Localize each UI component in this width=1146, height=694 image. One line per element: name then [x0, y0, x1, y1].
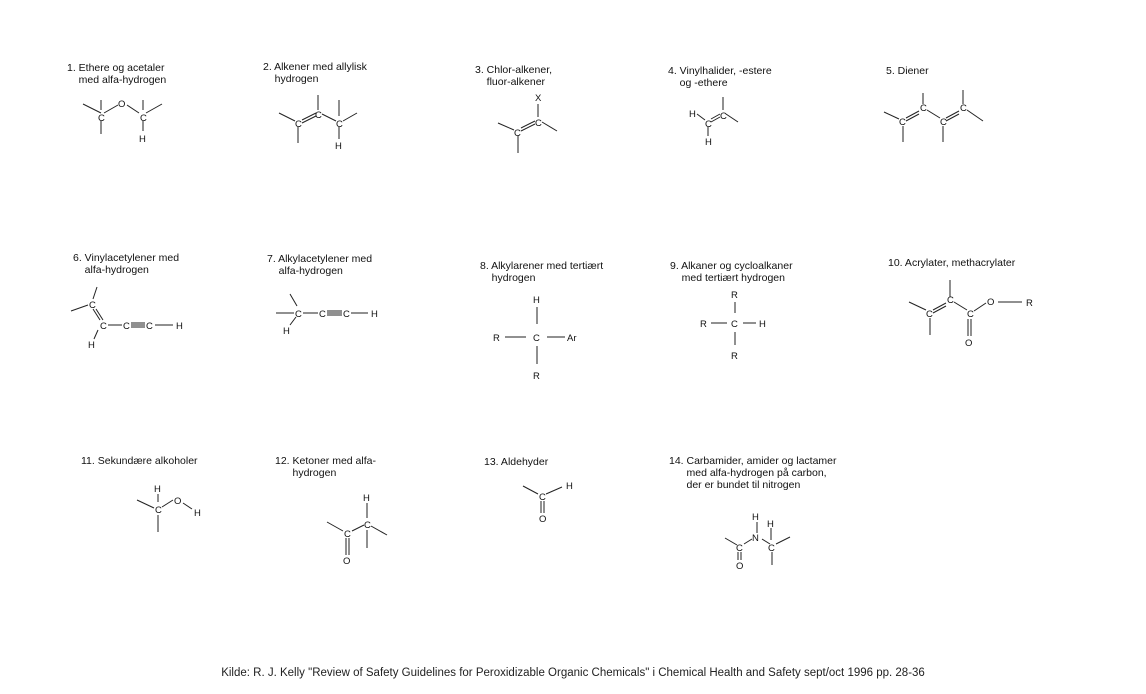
atom-ar: Ar: [567, 333, 577, 344]
panel-4-title: 4. Vinylhalider, -estere og -ethere: [668, 65, 772, 89]
panel-12-title: 12. Ketoner med alfa- hydrogen: [275, 455, 376, 479]
atom-r: R: [493, 333, 500, 344]
atom-h: H: [689, 109, 696, 120]
atom-c: C: [123, 321, 130, 332]
atom-c: C: [947, 295, 954, 306]
atom-h: H: [705, 137, 712, 148]
atom-c: C: [98, 113, 105, 124]
atom-c: C: [533, 333, 540, 344]
panel-14-title: 14. Carbamider, amider og lactamer med alfa-hydrogen på carbon, der er bundet til nitrogen: [669, 455, 837, 491]
atom-c: C: [336, 119, 343, 130]
atom-o: O: [118, 99, 126, 110]
atom-h: H: [371, 309, 378, 320]
atom-h: H: [283, 326, 290, 337]
atom-o: O: [539, 514, 547, 525]
panel-13-title: 13. Aldehyder: [484, 456, 549, 468]
atom-c: C: [926, 309, 933, 320]
atom-o: O: [174, 496, 182, 507]
atom-c: C: [315, 110, 322, 121]
atom-h: H: [154, 484, 161, 495]
atom-h: H: [194, 508, 201, 519]
panel-8-title: 8. Alkylarener med tertiært hydrogen: [480, 260, 604, 284]
atom-c: C: [731, 319, 738, 330]
panel-1-title: 1. Ethere og acetaler med alfa-hydrogen: [67, 62, 167, 86]
atom-o: O: [965, 338, 973, 349]
panel-3-title: 3. Chlor-alkener, fluor-alkener: [475, 64, 553, 88]
atom-c: C: [100, 321, 107, 332]
atom-h: H: [176, 321, 183, 332]
panel-6-title: 6. Vinylacetylener med alfa-hydrogen: [73, 252, 180, 276]
source-citation: Kilde: R. J. Kelly "Review of Safety Guidelines for Peroxidizable Organic Chemicals" i Chemical Health and Safety sept/oct 1996 pp. 28-36: [221, 667, 925, 679]
atom-c: C: [89, 300, 96, 311]
atom-c: C: [155, 505, 162, 516]
atom-c: C: [539, 492, 546, 503]
atom-o: O: [343, 556, 351, 567]
atom-c: C: [364, 520, 371, 531]
atom-c: C: [140, 113, 147, 124]
atom-c: C: [960, 103, 967, 114]
atom-x: X: [535, 93, 542, 104]
panel-7-title: 7. Alkylacetylener med alfa-hydrogen: [267, 253, 373, 277]
atom-c: C: [535, 118, 542, 129]
panel-9-title: 9. Alkaner og cycloalkaner med tertiært hydrogen: [670, 260, 793, 284]
atom-h: H: [767, 519, 774, 530]
atom-c: C: [940, 117, 947, 128]
atom-c: C: [146, 321, 153, 332]
atom-c: C: [768, 543, 775, 554]
atom-c: C: [920, 103, 927, 114]
atom-r: R: [731, 351, 738, 362]
atom-c: C: [967, 309, 974, 320]
atom-h: H: [335, 141, 342, 152]
atom-h: H: [88, 340, 95, 351]
atom-c: C: [319, 309, 326, 320]
atom-r: R: [533, 371, 540, 382]
atom-c: C: [899, 117, 906, 128]
atom-o: O: [987, 297, 995, 308]
atom-h: H: [752, 512, 759, 523]
panel-2-title: 2. Alkener med allylisk hydrogen: [263, 61, 367, 85]
atom-c: C: [736, 543, 743, 554]
atom-n: N: [752, 533, 759, 544]
atom-r: R: [731, 290, 738, 301]
atom-c: C: [705, 119, 712, 130]
atom-h: H: [139, 134, 146, 145]
atom-h: H: [759, 319, 766, 330]
panel-11-title: 11. Sekundære alkoholer: [81, 455, 198, 467]
panel-5-title: 5. Diener: [886, 65, 929, 77]
atom-o: O: [736, 561, 744, 572]
atom-h: H: [566, 481, 573, 492]
panel-10-title: 10. Acrylater, methacrylater: [888, 257, 1016, 269]
atom-c: C: [295, 309, 302, 320]
atom-c: C: [295, 119, 302, 130]
atom-c: C: [343, 309, 350, 320]
atom-r: R: [1026, 298, 1033, 309]
atom-c: C: [720, 111, 727, 122]
atom-h: H: [533, 295, 540, 306]
atom-c: C: [344, 529, 351, 540]
atom-r: R: [700, 319, 707, 330]
atom-c: C: [514, 128, 521, 139]
atom-h: H: [363, 493, 370, 504]
